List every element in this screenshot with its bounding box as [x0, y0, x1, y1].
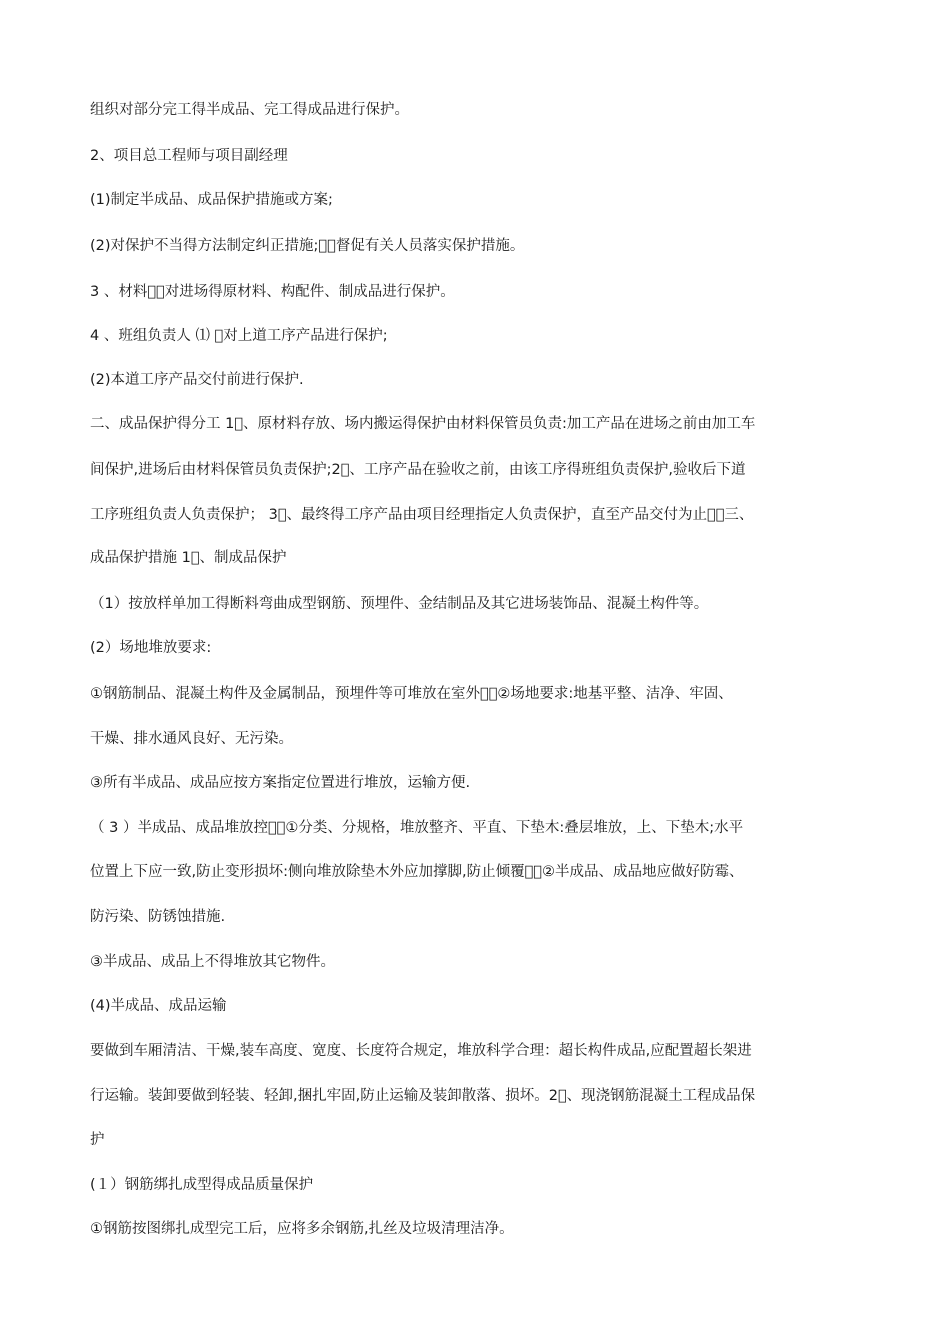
text-line: (1)制定半成品、成品保护措施或方案; [90, 192, 333, 208]
text-line: ③所有半成品、成品应按方案指定位置进行堆放，运输方便. [90, 775, 471, 791]
text-line: (2）场地堆放要求: [90, 640, 212, 656]
text-line: 要做到车厢清洁、干燥,装车高度、宽度、长度符合规定，堆放科学合理：超长构件成品,应配置超长架进 [90, 1043, 752, 1059]
text-line: (2)对保护不当得方法制定纠正措施;⑶ᷞ督促有关人员落实保护措施。 [90, 238, 525, 254]
text-line: 4 、班组负责人 ⑴ ᷞ对上道工序产品进行保护; [90, 328, 388, 344]
text-line: 2、项目总工程师与项目副经理 [90, 148, 288, 164]
text-line: (2)本道工序产品交付前进行保护. [90, 372, 304, 388]
text-line: 防污染、防锈蚀措施. [90, 909, 226, 925]
text-line: (１）钢筋绑扎成型得成品质量保护 [90, 1177, 314, 1193]
text-line: (4)半成品、成品运输 [90, 998, 227, 1014]
text-line: 组织对部分完工得半成品、完工得成品进行保护。 [90, 102, 409, 118]
text-line: 干燥、排水通风良好、无污染。 [90, 731, 293, 747]
text-line: ①钢筋制品、混凝土构件及金属制品，预埋件等可堆放在室外。ᷞ②场地要求:地基平整、洁净、牢固、 [90, 686, 733, 702]
text-line: 间保护,进场后由材料保管员负责保护;2ᷞ、工序产品在验收之前，由该工序得班组负责保护,验收后下道 [90, 462, 746, 478]
text-line: ③半成品、成品上不得堆放其它物件。 [90, 954, 335, 970]
text-line: 位置上下应一致,防止变形损坏:侧向堆放除垫木外应加撑脚,防止倾覆。ᷞ②半成品、成品地应做好防霉、 [90, 864, 744, 880]
text-line: 行运输。装卸要做到轻装、轻卸,捆扎牢固,防止运输及装卸散落、损坏。2ᷞ、现浇钢筋混凝土工程成品保 [90, 1088, 756, 1104]
text-line: （ 3 ）半成品、成品堆放控制ᷞ①分类、分规格，堆放整齐、平直、下垫木:叠层堆放，上、下垫木;水平 [90, 820, 744, 836]
text-line: 成品保护措施 1ᷞ、制成品保护 [90, 550, 287, 566]
text-line: ①钢筋按图绑扎成型完工后，应将多余钢筋,扎丝及垃圾清理洁净。 [90, 1221, 514, 1237]
text-line: （1）按放样单加工得断料弯曲成型钢筋、预埋件、金结制品及其它进场装饰品、混凝土构件等。 [90, 596, 709, 612]
text-line: 工序班组负责人负责保护； 3ᷞ、最终得工序产品由项目经理指定人负责保护，直至产品交付为止。ᷞ三、 [90, 507, 754, 523]
text-line: 3 、材料员ᷞ对进场得原材料、构配件、制成品进行保护。 [90, 284, 455, 300]
text-line: 护 [90, 1132, 105, 1148]
text-line: 二、成品保护得分工 1ᷞ、原材料存放、场内搬运得保护由材料保管员负责:加工产品在进场之前由加工车 [90, 416, 756, 432]
